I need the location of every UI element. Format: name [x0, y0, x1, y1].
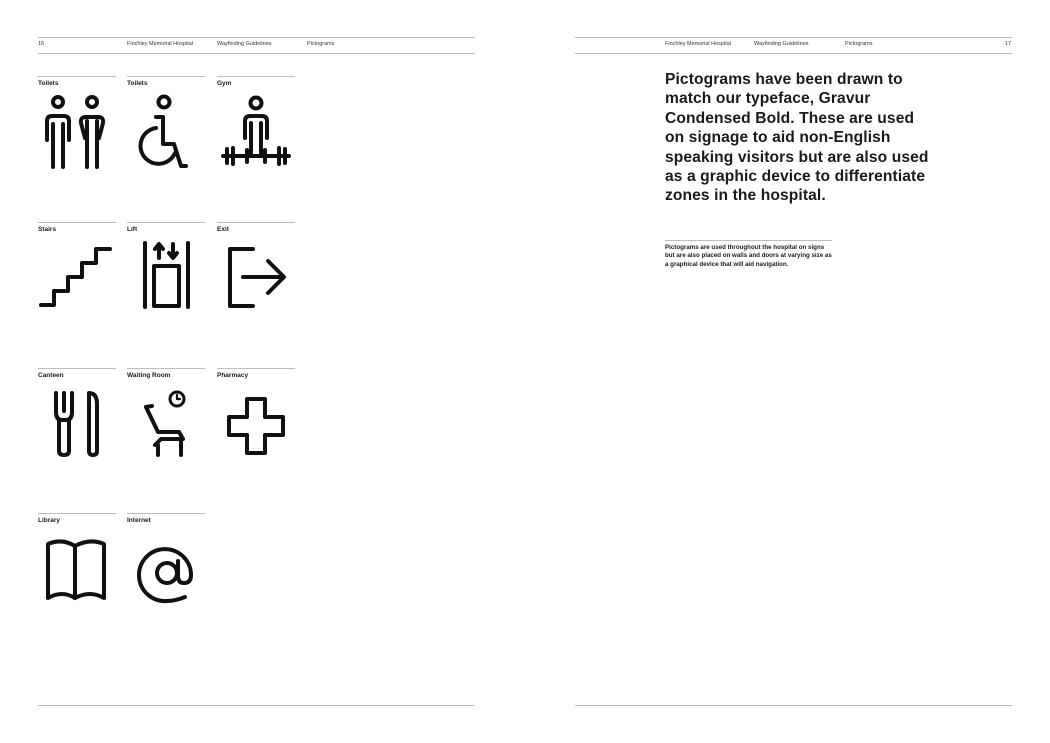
header-section: Pictograms [845, 41, 873, 47]
pictogram-label: Toilets [38, 80, 59, 87]
pictogram-waiting-room [127, 368, 205, 478]
header-rule-bottom [575, 53, 1012, 54]
gym-icon [217, 90, 295, 170]
pictogram-label: Lift [127, 226, 138, 233]
pictogram-rule [38, 222, 116, 223]
pictogram-rule [127, 76, 205, 77]
intro-headline: Pictograms have been drawn to match our typeface, Gravur Condensed Bold. These are used on signage to aid non-English speaking visitors but are also used as a graphic device to differentiate zones in the hospital. [665, 71, 929, 205]
waiting-room-icon [127, 382, 205, 462]
pictogram-rule [217, 76, 295, 77]
accessible-toilet-icon [127, 90, 205, 170]
pictogram-rule [217, 368, 295, 369]
internet-icon [127, 527, 205, 607]
header-rule-top [575, 37, 1012, 38]
pharmacy-icon [217, 382, 295, 462]
exit-icon [217, 236, 295, 316]
page-number: 17 [1005, 41, 1012, 47]
pictogram-label: Toilets [127, 80, 148, 87]
body-rule [665, 240, 832, 241]
pictogram-label: Internet [127, 517, 151, 524]
pictogram-label: Canteen [38, 372, 64, 379]
pictogram-internet [127, 513, 205, 623]
pictogram-label: Stairs [38, 226, 57, 233]
pictogram-label: Pharmacy [217, 372, 249, 379]
pictogram-label: Waiting Room [127, 372, 171, 379]
pictogram-rule [127, 513, 205, 514]
pictogram-toilets [38, 76, 116, 186]
canteen-icon [38, 382, 116, 462]
lift-icon [127, 236, 205, 316]
pictogram-rule [38, 513, 116, 514]
pictogram-rule [38, 76, 116, 77]
pictogram-label: Library [38, 517, 61, 524]
stairs-icon [38, 236, 116, 316]
header-guide: Wayfinding Guidelines [217, 41, 272, 47]
pictogram-rule [127, 368, 205, 369]
pictogram-exit [217, 222, 295, 332]
header-hospital: Finchley Memorial Hospital [665, 41, 732, 47]
pictogram-library [38, 513, 116, 623]
right-page [525, 0, 1050, 743]
pictogram-rule [127, 222, 205, 223]
footer-rule [575, 705, 1012, 706]
header-guide: Wayfinding Guidelines [754, 41, 809, 47]
page-number: 16 [38, 41, 45, 47]
header-rule-top [38, 37, 475, 38]
pictogram-stairs [38, 222, 116, 332]
header-rule-bottom [38, 53, 475, 54]
footer-rule [38, 705, 475, 706]
library-icon [38, 527, 116, 607]
header-section: Pictograms [307, 41, 335, 47]
pictogram-label: Exit [217, 226, 229, 233]
pictogram-gym [217, 76, 295, 186]
pictogram-rule [38, 368, 116, 369]
toilets-icon [38, 90, 116, 170]
pictogram-lift [127, 222, 205, 332]
pictogram-rule [217, 222, 295, 223]
pictogram-label: Gym [217, 80, 232, 87]
pictogram-pharmacy [217, 368, 295, 478]
pictogram-canteen [38, 368, 116, 478]
body-text: Pictograms are used throughout the hospital on signs but are also placed on walls and doors at varying size as a graphical device that will aid navigation. [665, 244, 832, 268]
pictogram-accessible-toilets [127, 76, 205, 186]
header-hospital: Finchley Memorial Hospital [127, 41, 194, 47]
